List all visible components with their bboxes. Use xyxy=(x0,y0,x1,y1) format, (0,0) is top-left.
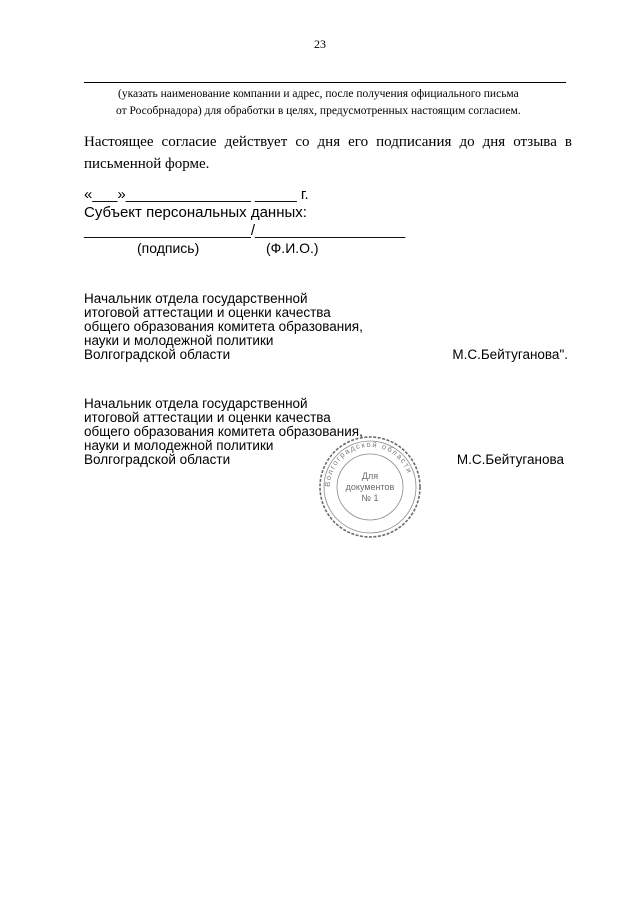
stamp-text-1: Для xyxy=(361,471,379,481)
instruction-note-line-1: (указать наименование компании и адрес, после получения официального письма xyxy=(118,88,519,100)
subject-label: Субъект персональных данных: xyxy=(84,204,307,221)
date-line: «___»_______________ _____ г. xyxy=(84,186,309,203)
signature-caption: (подпись) xyxy=(137,240,200,256)
stamp-text-3: № 1 xyxy=(361,493,379,503)
position-line: Начальник отдела государственной xyxy=(84,291,308,306)
official-stamp xyxy=(315,432,425,542)
stamp-ring-text: Волгоградской области xyxy=(322,439,415,488)
position-line: Волгоградской области xyxy=(84,452,231,467)
page-number: 23 xyxy=(314,37,326,51)
name-caption: (Ф.И.О.) xyxy=(266,240,319,256)
signature-lines: ____________________/__________________ xyxy=(84,222,406,239)
position-line: итоговой аттестации и оценки качества xyxy=(84,410,331,425)
position-line: Волгоградской области xyxy=(84,347,231,362)
signatory-name: М.С.Бейтуганова". xyxy=(452,347,568,362)
stamp-text-2: документов xyxy=(345,482,395,492)
position-line: Начальник отдела государственной xyxy=(84,396,308,411)
signature-block-1 xyxy=(84,292,574,362)
top-rule xyxy=(84,82,566,83)
signatory-name: М.С.Бейтуганова xyxy=(456,452,564,467)
position-line: общего образования комитета образования, xyxy=(84,424,363,439)
position-line: общего образования комитета образования, xyxy=(84,319,363,334)
position-line: науки и молодежной политики xyxy=(84,333,274,348)
position-line: итоговой аттестации и оценки качества xyxy=(84,305,331,320)
instruction-note-line-2: от Рособрнадора) для обработки в целях, предусмотренных настоящим согласием. xyxy=(116,105,521,117)
position-line: науки и молодежной политики xyxy=(84,438,274,453)
consent-paragraph: Настоящее согласие действует со дня его подписания до дня отзыва в письменной форме. xyxy=(84,134,572,172)
instruction-note xyxy=(84,86,570,120)
stamp-seal-icon xyxy=(315,432,425,542)
